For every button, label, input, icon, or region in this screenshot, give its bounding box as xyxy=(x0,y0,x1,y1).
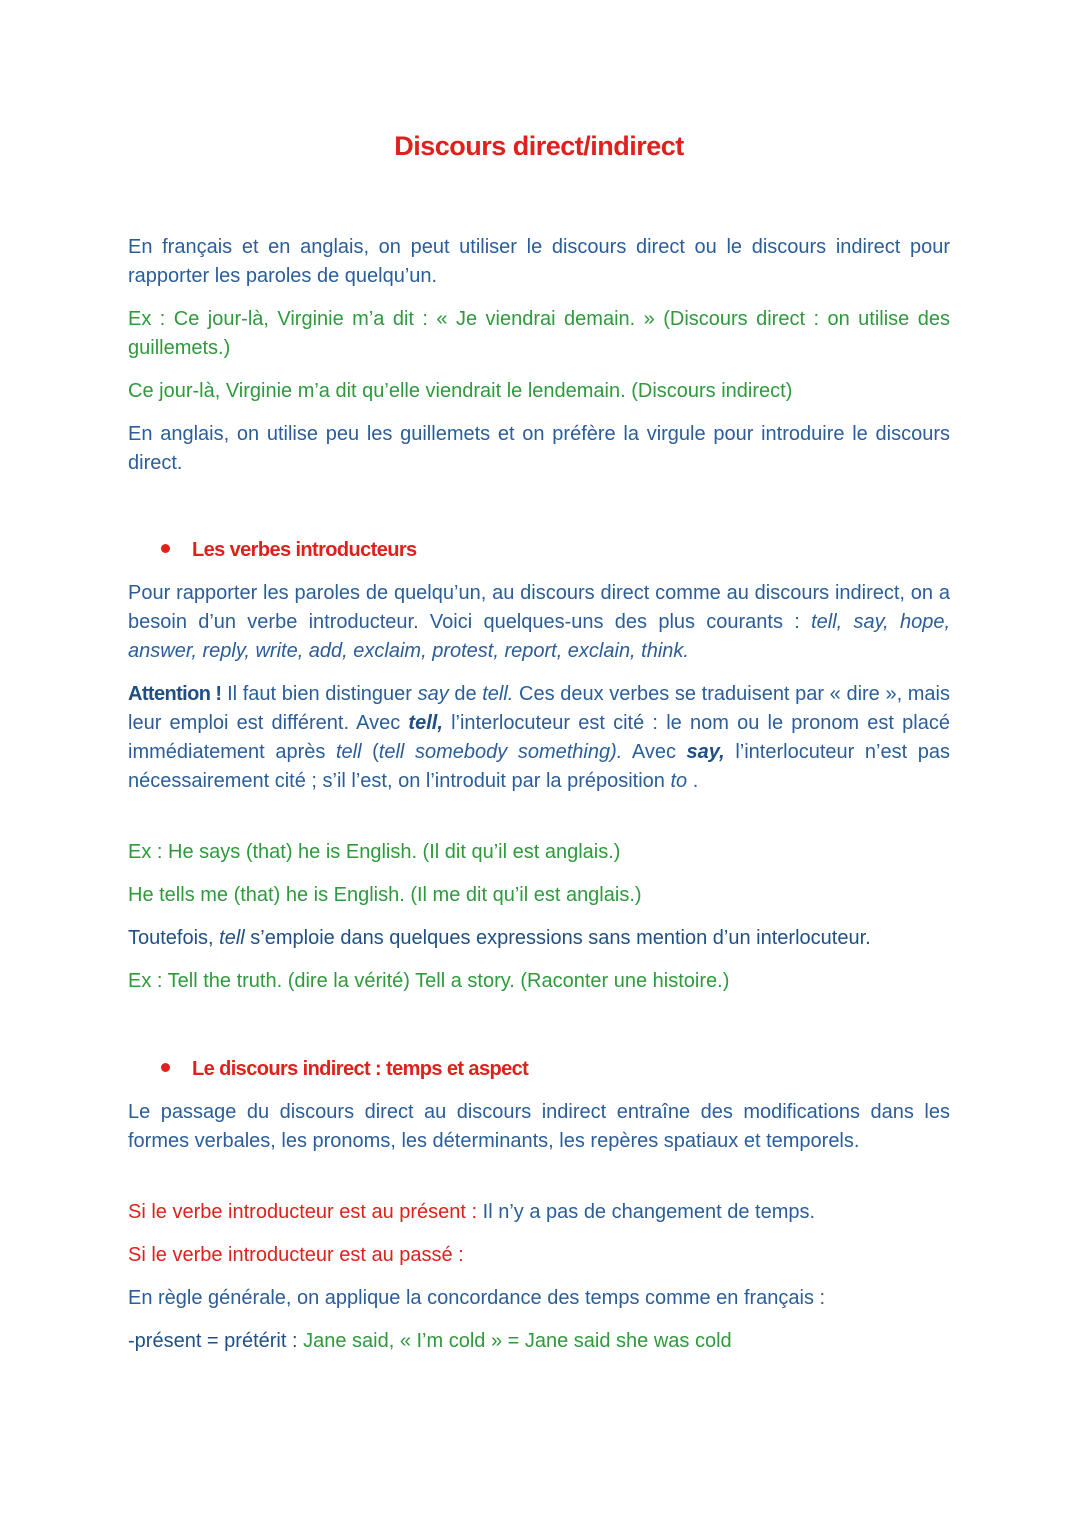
intro-example-direct: Ex : Ce jour-là, Virginie m’a dit : « Je viendrai demain. » (Discours direct : on utilise des guillemets.) xyxy=(128,308,950,359)
temps-paragraph: Le passage du discours direct au discours indirect entraîne des modifications dans les formes verbales, les pronoms, les déterminants, les repères spatiaux et temporels. xyxy=(128,1101,950,1152)
verbs-list: tell, say, hope, answer, reply, write, add, exclaim, protest, report, exclain, think. xyxy=(128,611,951,662)
page-title: Discours direct/indirect xyxy=(394,131,684,161)
attention-paragraph: Attention ! Il faut bien distinguer say de tell. Ces deux verbes se traduisent par « dire », mais leur emploi est différent. Avec tell, l’interlocuteur est cité : le nom ou le pronom est placé immédiatement après tell (tell somebody something). Avec say, l’interlocuteur n’est pas nécessairement cité ; s’il l’est, on l’introduit par la préposition to . xyxy=(128,683,950,792)
section-heading-verbes: Les verbes introducteurs xyxy=(161,536,417,565)
intro-paragraph: En français et en anglais, on peut utiliser le discours direct ou le discours indirect pour rapporter les paroles de quelqu’un. xyxy=(128,236,950,287)
verbes-paragraph: Pour rapporter les paroles de quelqu’un, au discours direct comme au discours indirect, on a besoin d’un verbe introducteur. Voici quelques-uns des plus courants : tell, say, hope, answer, reply, write, add, exclaim, protest, report, exclain, think. xyxy=(128,582,951,662)
rule-present: Si le verbe introducteur est au présent : Il n’y a pas de changement de temps. xyxy=(128,1201,816,1223)
section-heading-temps: Le discours indirect : temps et aspect xyxy=(161,1055,528,1084)
verbes-example-tells: He tells me (that) he is English. (Il me dit qu’il est anglais.) xyxy=(128,884,642,906)
attention-label: Attention ! xyxy=(128,683,222,705)
verbes-example-says: Ex : He says (that) he is English. (Il dit qu’il est anglais.) xyxy=(128,841,621,863)
intro-comma-paragraph: En anglais, on utilise peu les guillemets et on préfère la virgule pour introduire le discours direct. xyxy=(128,423,950,474)
verbes-example-truth: Ex : Tell the truth. (dire la vérité) Tell a story. (Raconter une histoire.) xyxy=(128,970,730,992)
bullet-icon xyxy=(161,1063,170,1072)
bullet-icon xyxy=(161,544,170,553)
intro-example-indirect: Ce jour-là, Virginie m’a dit qu’elle viendrait le lendemain. (Discours indirect) xyxy=(128,380,793,402)
toutefois-paragraph: Toutefois, tell s’emploie dans quelques expressions sans mention d’un interlocuteur. xyxy=(128,927,871,949)
rule-present-preterit: -présent = prétérit : Jane said, « I’m cold » = Jane said she was cold xyxy=(128,1330,732,1352)
rule-general: En règle générale, on applique la concordance des temps comme en français : xyxy=(128,1287,826,1309)
rule-past: Si le verbe introducteur est au passé : xyxy=(128,1244,464,1266)
